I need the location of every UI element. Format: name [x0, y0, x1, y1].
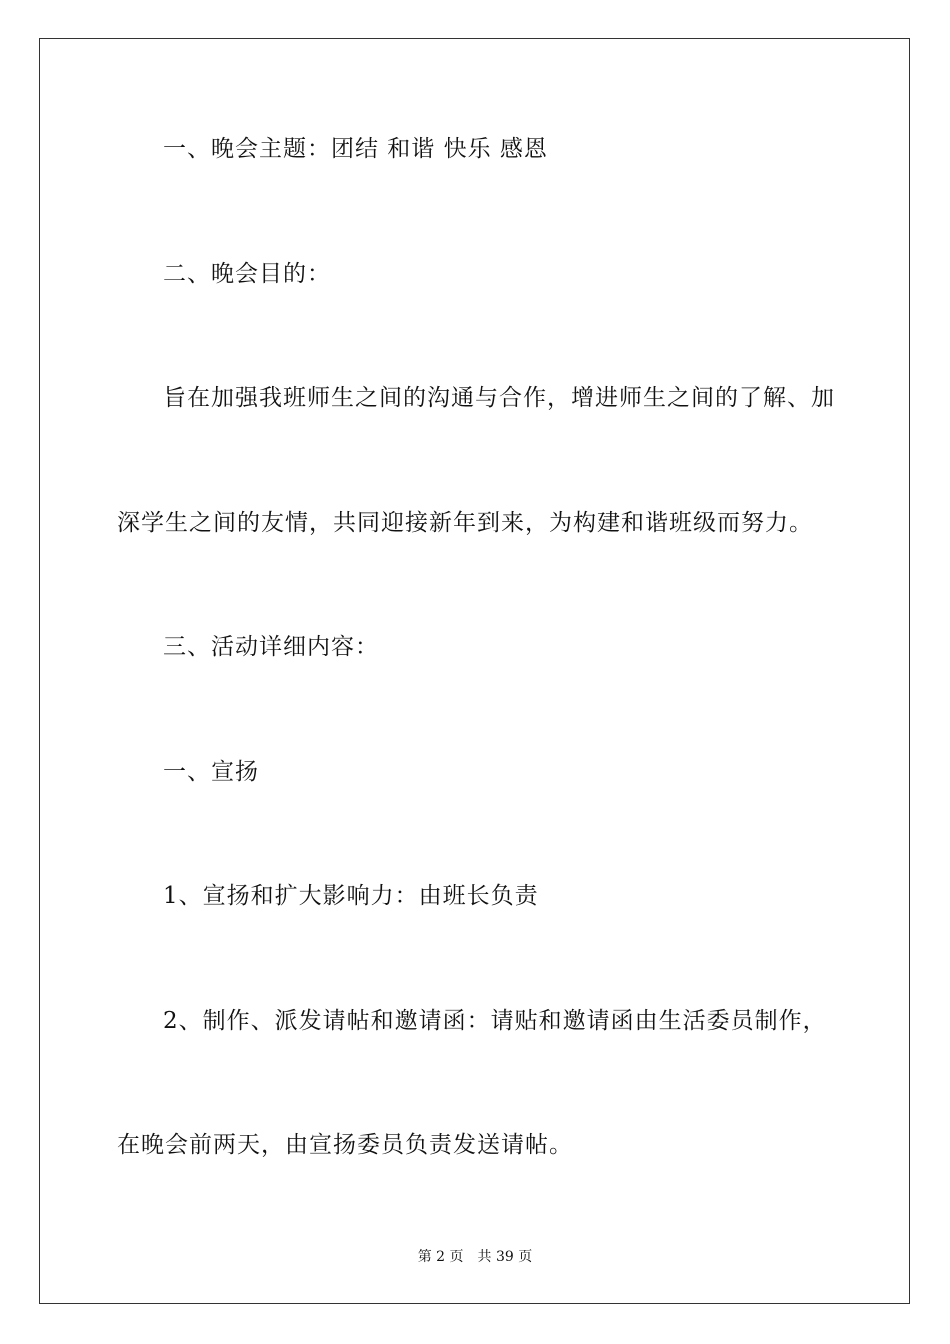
publicity-item-2-line-1: 2、制作、派发请帖和邀请函：请贴和邀请函由生活委员制作， [163, 1008, 827, 1034]
subsection-publicity-heading: 一、宣扬 [163, 759, 259, 785]
page-total: 共 39 页 [477, 1249, 533, 1265]
page-border [39, 38, 910, 1304]
page-footer [0, 1247, 950, 1267]
section-purpose-heading: 二、晚会目的： [163, 261, 331, 287]
section-theme: 一、晚会主题：团结 和谐 快乐 感恩 [163, 136, 548, 162]
purpose-paragraph-line-2: 深学生之间的友情，共同迎接新年到来，为构建和谐班级而努力。 [117, 510, 813, 536]
section-details-heading: 三、活动详细内容： [163, 634, 379, 660]
publicity-item-2-line-2: 在晚会前两天，由宣扬委员负责发送请帖。 [117, 1132, 573, 1158]
publicity-item-1: 1、宣扬和扩大影响力：由班长负责 [163, 883, 539, 909]
page-number: 第 2 页 [417, 1249, 464, 1265]
purpose-paragraph-line-1: 旨在加强我班师生之间的沟通与合作，增进师生之间的了解、加 [163, 385, 835, 411]
